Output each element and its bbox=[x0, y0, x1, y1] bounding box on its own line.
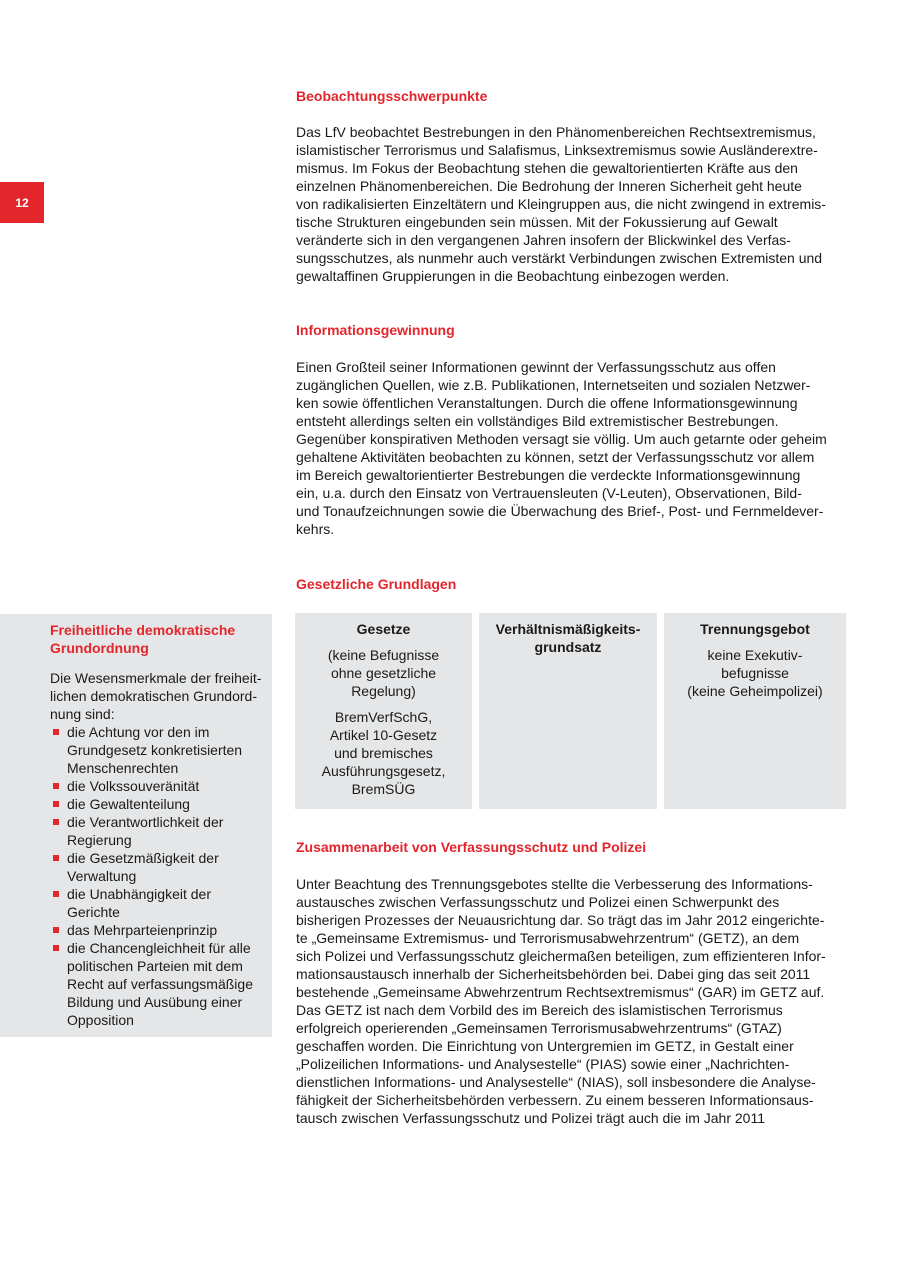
bullet-icon bbox=[53, 927, 59, 933]
section-text-beobachtung: Das LfV beobachtet Bestrebungen in den Phänomenbereichen Rechtsextremismus, islamistischer Terrorismus und Salafismus, Linksextremismus sowie Ausländerextre- mismus. Im Fokus der Beobachtung stehen die gewaltorientierten Kräfte aus den einzelnen Phänomenbereichen. Die Bedrohung der Inneren Sicherheit geht heute von radikalisierten Einzeltätern und Kleingruppen aus, die nicht zwingend in extremis- tische Strukturen eingebunden sein müssen. Mit der Fokussierung auf Gewalt veränderte sich in den vergangenen Jahren insofern der Blickwinkel des Verfas- sungsschutzes, als nunmehr auch verstärkt Verbindungen zwischen Extremisten und gewaltaffinen Gruppierungen in die Beobachtung einbezogen werden. bbox=[296, 124, 826, 284]
sidebar-title: Freiheitliche demokratische Grundordnung bbox=[50, 622, 236, 656]
list-item: die Volkssouveränität bbox=[50, 777, 268, 795]
list-item: das Mehrparteienprinzip bbox=[50, 921, 268, 939]
list-item: die Verantwortlichkeit der Regierung bbox=[50, 813, 268, 849]
list-item: die Gewaltenteilung bbox=[50, 795, 268, 813]
list-item: die Chancengleichheit für alle politischen Parteien mit dem Recht auf verfassungsmäßige Bildung und Ausübung einer Opposition bbox=[50, 939, 268, 1029]
section-heading-zusammenarbeit: Zusammenarbeit von Verfassungsschutz und Polizei bbox=[296, 839, 647, 855]
bullet-icon bbox=[53, 891, 59, 897]
list-item: die Unabhängigkeit der Gerichte bbox=[50, 885, 268, 921]
section-heading-informationsgewinnung: Informationsgewinnung bbox=[296, 322, 455, 338]
list-item: die Achtung vor den im Grundgesetz konkretisierten Menschenrechten bbox=[50, 723, 268, 777]
section-heading-grundlagen: Gesetzliche Grundlagen bbox=[296, 576, 457, 592]
bullet-icon bbox=[53, 855, 59, 861]
box-gesetze bbox=[295, 613, 472, 809]
section-heading-beobachtung: Beobachtungsschwerpunkte bbox=[296, 88, 488, 104]
bullet-icon bbox=[53, 783, 59, 789]
box-verhaeltnismaessigkeit bbox=[479, 613, 657, 809]
sidebar-intro: Die Wesensmerkmale der freiheit- lichen demokratischen Grundord- nung sind: bbox=[50, 670, 262, 722]
section-text-informationsgewinnung: Einen Großteil seiner Informationen gewinnt der Verfassungsschutz aus offen zugänglichen Quellen, wie z.B. Publikationen, Internetseiten und sozialen Netzwer- ken sowie öffentlichen Veranstaltungen. Durch die offene Informationsgewinnung entsteht allerdings selten ein vollständiges Bild extremistischer Bestrebungen. Gegenüber konspirativen Methoden versagt sie völlig. Um auch getarnte oder geheim gehaltene Aktivitäten beobachten zu können, setzt der Verfassungsschutz vor allem im Bereich gewaltorientierter Bestrebungen die verdeckte Informationsgewinnung ein, u.a. durch den Einsatz von Vertrauensleuten (V-Leuten), Observationen, Bild- und Tonaufzeichnungen sowie die Überwachung des Brief-, Post- und Fernmeldever- kehrs. bbox=[296, 359, 827, 537]
bullet-icon bbox=[53, 945, 59, 951]
box-title-verhaeltnismaessigkeit: Verhältnismäßigkeits- grundsatz bbox=[495, 621, 641, 655]
bullet-icon bbox=[53, 801, 59, 807]
section-text-zusammenarbeit: Unter Beachtung des Trennungsgebotes stellte die Verbesserung des Informations- austausches zwischen Verfassungsschutz und Polizei einen Schwerpunkt des bisherigen Prozesses der Neuausrichtung dar. So trägt das im Jahr 2012 eingerichte- te „Gemeinsame Extremismus- und Terrorismusabwehrzentrum“ (GETZ), an dem sich Polizei und Verfassungsschutz gleichermaßen beteiligen, zum effizienteren Infor- mationsaustausch innerhalb der Sicherheitsbehörden bei. Dabei ging das seit 2011 bestehende „Gemeinsame Abwehrzentrum Rechtsextremismus“ (GAR) im GETZ auf. Das GETZ ist nach dem Vorbild des im Bereich des islamistischen Terrorismus erfolgreich operierenden „Gemeinsamen Terrorismusabwehrzentrums“ (GTAZ) geschaffen worden. Die Einrichtung von Untergremien im GETZ, in Gestalt einer „Polizeilichen Informations- und Analysestelle“ (PIAS) sowie einer „Nachrichten- dienstlichen Informations- und Analysestelle“ (NIAS), soll insbesondere die Analyse- fähigkeit der Sicherheitsbehörden verbessern. Zu einem besseren Informationsaus- tausch zwischen Verfassungsschutz und Polizei trägt auch die im Jahr 2011 bbox=[296, 876, 826, 1126]
sidebar-list bbox=[50, 723, 268, 1029]
sidebar-fdgo bbox=[0, 614, 272, 1037]
box-trennungsgebot bbox=[664, 613, 846, 809]
box-text-gesetze-1: (keine Befugnisse ohne gesetzliche Regelung) bbox=[327, 647, 440, 699]
box-text-gesetze-2: BremVerfSchG, Artikel 10-Gesetz und bremisches Ausführungsgesetz, BremSÜG bbox=[321, 709, 446, 797]
box-title-gesetze: Gesetze bbox=[356, 621, 411, 637]
box-title-trennungsgebot: Trennungsgebot bbox=[700, 621, 810, 637]
page-number: 12 bbox=[0, 182, 44, 223]
list-item: die Gesetzmäßigkeit der Verwaltung bbox=[50, 849, 268, 885]
bullet-icon bbox=[53, 819, 59, 825]
box-text-trennungsgebot: keine Exekutiv- befugnisse (keine Geheimpolizei) bbox=[687, 647, 823, 699]
bullet-icon bbox=[53, 729, 59, 735]
legal-basis-boxes bbox=[295, 613, 846, 809]
